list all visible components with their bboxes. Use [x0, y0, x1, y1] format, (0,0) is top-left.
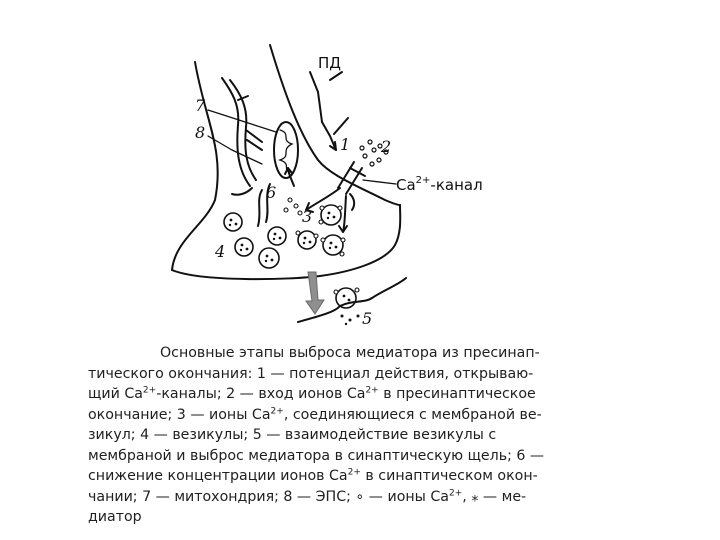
caption-line-6: мембраной и выброс медиатора в синаптическую щель; 6 — [88, 447, 545, 464]
caption-text: щий Ca [88, 386, 143, 402]
caption-sup: 2+ [270, 405, 284, 416]
caption-text: окончание; 3 — ионы Ca [88, 406, 271, 423]
ca-channel-sup: 2+ [415, 175, 431, 186]
caption-text: , соединяющиеся с мембраной ве- [283, 406, 542, 423]
caption-sup: 2+ [142, 385, 157, 396]
vesicles [224, 205, 343, 268]
ion-symbol: ∘ [355, 488, 365, 505]
label-7: 7 [195, 96, 206, 115]
label-pd: ПД [318, 54, 341, 72]
caption-text: — ионы Ca [364, 488, 449, 505]
caption-line-5: зикул; 4 — везикулы; 5 — взаимодействие везикулы с [88, 427, 497, 443]
caption-text: в синаптическом окон- [360, 468, 538, 484]
caption-sup: 2+ [365, 385, 379, 396]
caption-text: , [462, 488, 472, 505]
caption-line-8 [88, 487, 588, 508]
caption-line-3 [88, 384, 588, 405]
release-arrow [306, 272, 324, 314]
figure-caption [88, 343, 588, 528]
caption-text: -каналы; 2 — вход ионов Ca [156, 386, 366, 402]
caption-sup: 2+ [449, 487, 463, 498]
caption-text: снижение концентрации ионов Ca [88, 468, 348, 484]
ca-channel-tail: -канал [430, 176, 483, 194]
leader-lines [208, 110, 276, 164]
er-structure [222, 78, 270, 226]
presynaptic-membrane [172, 45, 400, 279]
label-4: 4 [215, 242, 226, 261]
caption-sup: 2+ [347, 467, 361, 478]
caption-line-1: Основные этапы выброса медиатора из пресинап- [160, 345, 540, 361]
caption-line-9: диатор [88, 509, 142, 525]
label-3: 3 [302, 207, 313, 226]
mediator-symbol: ⁎ [471, 488, 479, 505]
mitochondrion [274, 122, 298, 178]
caption-text: чании; 7 — митохондрия; 8 — ЭПС; [88, 488, 356, 505]
label-5: 5 [362, 309, 373, 328]
ca-channel [338, 162, 396, 194]
caption-text: — ме- [478, 488, 527, 505]
caption-line-4 [88, 405, 588, 426]
caption-line-7 [88, 466, 588, 487]
label-1: 1 [340, 135, 351, 154]
label-2: 2 [381, 137, 392, 156]
caption-line-2: тического окончания: 1 — потенциал действия, открываю- [88, 365, 534, 382]
label-8: 8 [195, 123, 206, 142]
label-ca-channel [396, 175, 483, 194]
ca-channel-base: Ca [396, 176, 416, 194]
caption-text: в пресинаптическое [378, 386, 536, 402]
label-6: 6 [266, 183, 277, 202]
